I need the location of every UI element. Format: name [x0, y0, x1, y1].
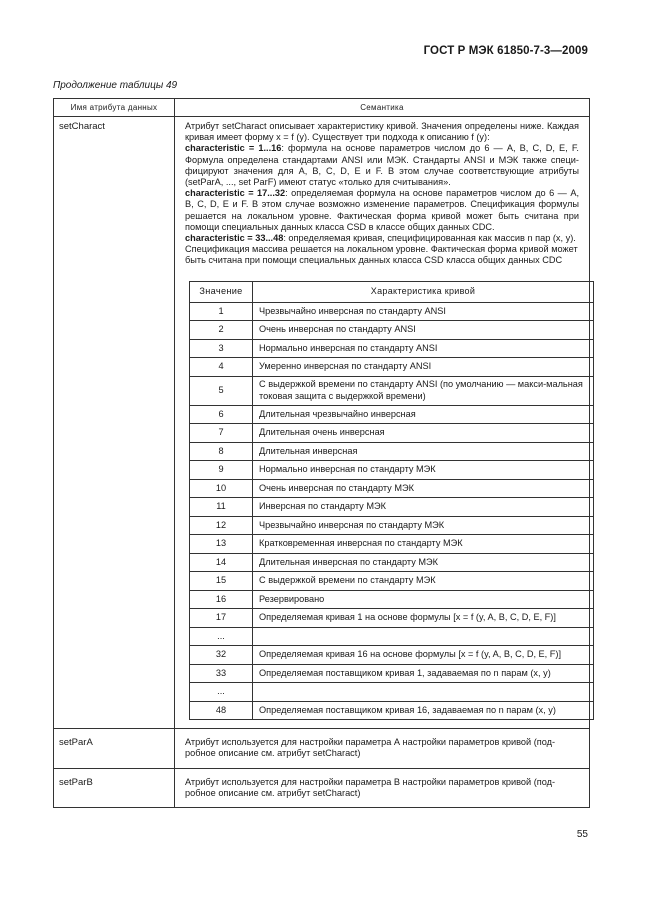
table-row: [190, 302, 594, 321]
curve-value: 13: [190, 535, 253, 554]
curve-description: Определяемая кривая 1 на основе формулы [x = f (y, A, B, C, D, E, F)]: [253, 609, 594, 628]
curve-description: Чрезвычайно инверсная по стандарту ANSI: [253, 302, 594, 321]
table-row: [190, 590, 594, 609]
curve-value: 9: [190, 461, 253, 480]
curve-description: С выдержкой времени по стандарту ANSI (по умолчанию — макси-мальная токовая защита с выдержкой времени): [253, 376, 594, 405]
table-row: [190, 461, 594, 480]
curve-value: 48: [190, 701, 253, 720]
description-paragraph: Атрибут setCharact описывает характеристику кривой. Значения определены ниже. Каждая кривая имеет форму x = f (y). Существует три подхода к описанию f (y):: [185, 121, 579, 143]
curve-value: 32: [190, 646, 253, 665]
column-header-semantics: Семантика: [175, 99, 590, 117]
attributes-table: [53, 98, 590, 808]
description-paragraph: [185, 143, 579, 188]
table-row: [190, 646, 594, 665]
curve-value: 4: [190, 358, 253, 377]
table-row: [190, 516, 594, 535]
curve-description: [253, 627, 594, 646]
curve-characteristics-table: [189, 281, 594, 721]
curve-value: 8: [190, 442, 253, 461]
attribute-name: setCharact: [54, 117, 175, 729]
curve-description: Инверсная по стандарту МЭК: [253, 498, 594, 517]
table-row: [54, 768, 590, 807]
table-continuation-label: Продолжение таблицы 49: [53, 80, 178, 91]
attribute-name: setParA: [54, 729, 175, 768]
document-header: ГОСТ Р МЭК 61850-7-3—2009: [423, 45, 588, 57]
characteristic-range: characteristic = 17...32: [185, 188, 286, 199]
characteristic-range: characteristic = 33...48: [185, 233, 284, 244]
attribute-semantics: Атрибут используется для настройки параметра В настройки параметров кривой (под-робное описание см. атрибут setCharact): [175, 768, 590, 807]
table-row: [190, 376, 594, 405]
curve-value: 3: [190, 339, 253, 358]
curve-value: 5: [190, 376, 253, 405]
column-header-name: Имя атрибута данных: [54, 99, 175, 117]
curve-description: Длительная очень инверсная: [253, 424, 594, 443]
setcharact-description: [185, 121, 579, 267]
curve-description: Определяемая кривая 16 на основе формулы [x = f (y, A, B, C, D, E, F)]: [253, 646, 594, 665]
curve-value: ...: [190, 627, 253, 646]
curve-description: Определяемая поставщиком кривая 16, задаваемая по n парам (x, y): [253, 701, 594, 720]
description-paragraph: [185, 233, 579, 267]
curve-description: Нормально инверсная по стандарту ANSI: [253, 339, 594, 358]
table-row: [190, 405, 594, 424]
table-row: [190, 339, 594, 358]
curve-description: С выдержкой времени по стандарту МЭК: [253, 572, 594, 591]
table-row: [54, 117, 590, 729]
curve-value: 2: [190, 321, 253, 340]
table-row: [190, 609, 594, 628]
curve-value: 6: [190, 405, 253, 424]
curve-description: Длительная инверсная по стандарту МЭК: [253, 553, 594, 572]
attribute-semantics: [175, 117, 590, 729]
characteristic-text: : формула на основе параметров числом до 6 — А, В, С, D, E, F. Формула определена стандартами ANSI или МЭК. Стандарты ANSI и МЭК также специ-фицируют значения для А, В, С, D, E и F. В этом случае соответствующие атрибуты (setParA, ..., set ParF) имеют статус «только для считывания».: [185, 143, 579, 188]
curve-value: 1: [190, 302, 253, 321]
table-row: [190, 572, 594, 591]
attribute-name: setParB: [54, 768, 175, 807]
curve-description: Резервировано: [253, 590, 594, 609]
curve-value: 12: [190, 516, 253, 535]
curve-description: Длительная чрезвычайно инверсная: [253, 405, 594, 424]
table-row: [190, 535, 594, 554]
table-row: [190, 627, 594, 646]
curve-description: Очень инверсная по стандарту МЭК: [253, 479, 594, 498]
attribute-semantics: Атрибут используется для настройки параметра А настройки параметров кривой (под-робное описание см. атрибут setCharact): [175, 729, 590, 768]
curve-value: 15: [190, 572, 253, 591]
table-header-row: [54, 99, 590, 117]
curve-value: 11: [190, 498, 253, 517]
table-row: [54, 729, 590, 768]
curve-description: Умеренно инверсная по стандарту ANSI: [253, 358, 594, 377]
table-row: [190, 424, 594, 443]
characteristic-text: : определяемая формула на основе параметров числом до 6 — А, В, С, D, E и F. В этом случае возможно изменение параметров. Спецификация формулы решается на локальном уровне. Фактическая форма кривой может быть считана при помощи специальных данных класса CSD в классе общих данных CDC.: [185, 188, 579, 232]
curve-value: 7: [190, 424, 253, 443]
curve-value: 33: [190, 664, 253, 683]
curve-description: Нормально инверсная по стандарту МЭК: [253, 461, 594, 480]
curve-description: Очень инверсная по стандарту ANSI: [253, 321, 594, 340]
description-paragraph: [185, 188, 579, 233]
inner-header-row: [190, 281, 594, 302]
curve-description: Чрезвычайно инверсная по стандарту МЭК: [253, 516, 594, 535]
curve-description: [253, 683, 594, 702]
characteristic-range: characteristic = 1...16: [185, 143, 282, 154]
curve-description: Длительная инверсная: [253, 442, 594, 461]
inner-header-curve: Характеристика кривой: [253, 281, 594, 302]
table-row: [190, 321, 594, 340]
curve-description: Определяемая поставщиком кривая 1, задаваемая по n парам (x, y): [253, 664, 594, 683]
characteristic-text: : определяемая кривая, специфицированная как массив n пар (x, y). Спецификация массива решается на локальном уровне. Фактическая форма кривой может быть считана при помощи специальных данных класса CSD класса общих данных CDC: [185, 233, 578, 266]
curve-value: 16: [190, 590, 253, 609]
table-row: [190, 683, 594, 702]
page-number: 55: [576, 829, 588, 840]
curve-description: Кратковременная инверсная по стандарту МЭК: [253, 535, 594, 554]
inner-header-value: Значение: [190, 281, 253, 302]
table-row: [190, 479, 594, 498]
curve-value: ...: [190, 683, 253, 702]
table-row: [190, 442, 594, 461]
table-row: [190, 553, 594, 572]
curve-value: 14: [190, 553, 253, 572]
curve-value: 10: [190, 479, 253, 498]
table-row: [190, 664, 594, 683]
table-row: [190, 498, 594, 517]
curve-value: 17: [190, 609, 253, 628]
table-row: [190, 358, 594, 377]
table-row: [190, 701, 594, 720]
